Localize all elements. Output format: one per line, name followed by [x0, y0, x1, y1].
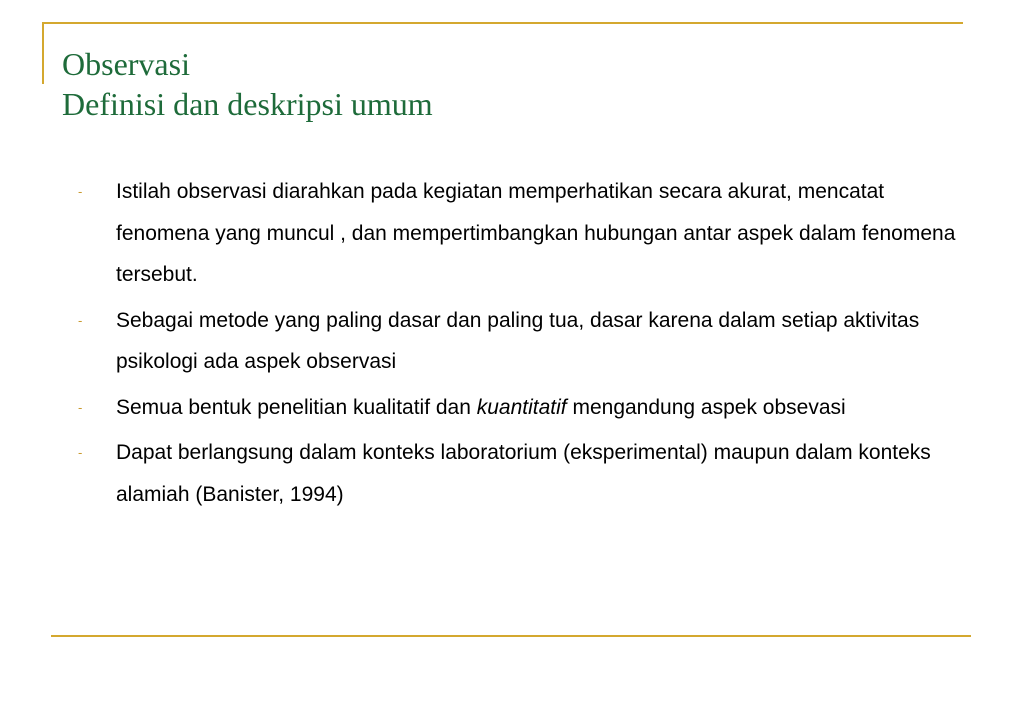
bullet-dash-icon: - — [78, 445, 83, 460]
bullet-text: Sebagai metode yang paling dasar dan paling tua, dasar karena dalam setiap aktivitas psikologi ada aspek observasi — [116, 308, 920, 373]
slide-title — [62, 44, 433, 124]
bottom-accent-rule — [51, 635, 971, 637]
bullet-text: Dapat berlangsung dalam konteks laboratorium (eksperimental) maupun dalam konteks alamiah (Banister, 1994) — [116, 441, 931, 506]
bullet-dash-icon: - — [78, 184, 83, 199]
title-line-1: Observasi — [62, 46, 190, 82]
bullet-item — [78, 300, 958, 383]
bullet-item — [78, 171, 958, 296]
top-accent-rule — [42, 22, 963, 24]
bullet-dash-icon: - — [78, 399, 83, 415]
bullet-item — [78, 387, 958, 429]
bullet-text-after: mengandung aspek obsevasi — [566, 395, 846, 419]
title-accent-vertical-rule — [42, 22, 44, 84]
bullet-text: Istilah observasi diarahkan pada kegiatan memperhatikan secara akurat, mencatat fenomena yang muncul , dan mempertimbangkan hubungan antar aspek dalam fenomena tersebut. — [116, 180, 956, 286]
title-line-2: Definisi dan deskripsi umum — [62, 86, 433, 122]
bullet-dash-icon: - — [78, 312, 83, 328]
bullet-item — [78, 432, 958, 515]
bullet-text-before: Semua bentuk penelitian kualitatif dan — [116, 395, 477, 419]
bullet-text-italic: kuantitatif — [476, 395, 567, 419]
bullet-list — [78, 171, 958, 519]
